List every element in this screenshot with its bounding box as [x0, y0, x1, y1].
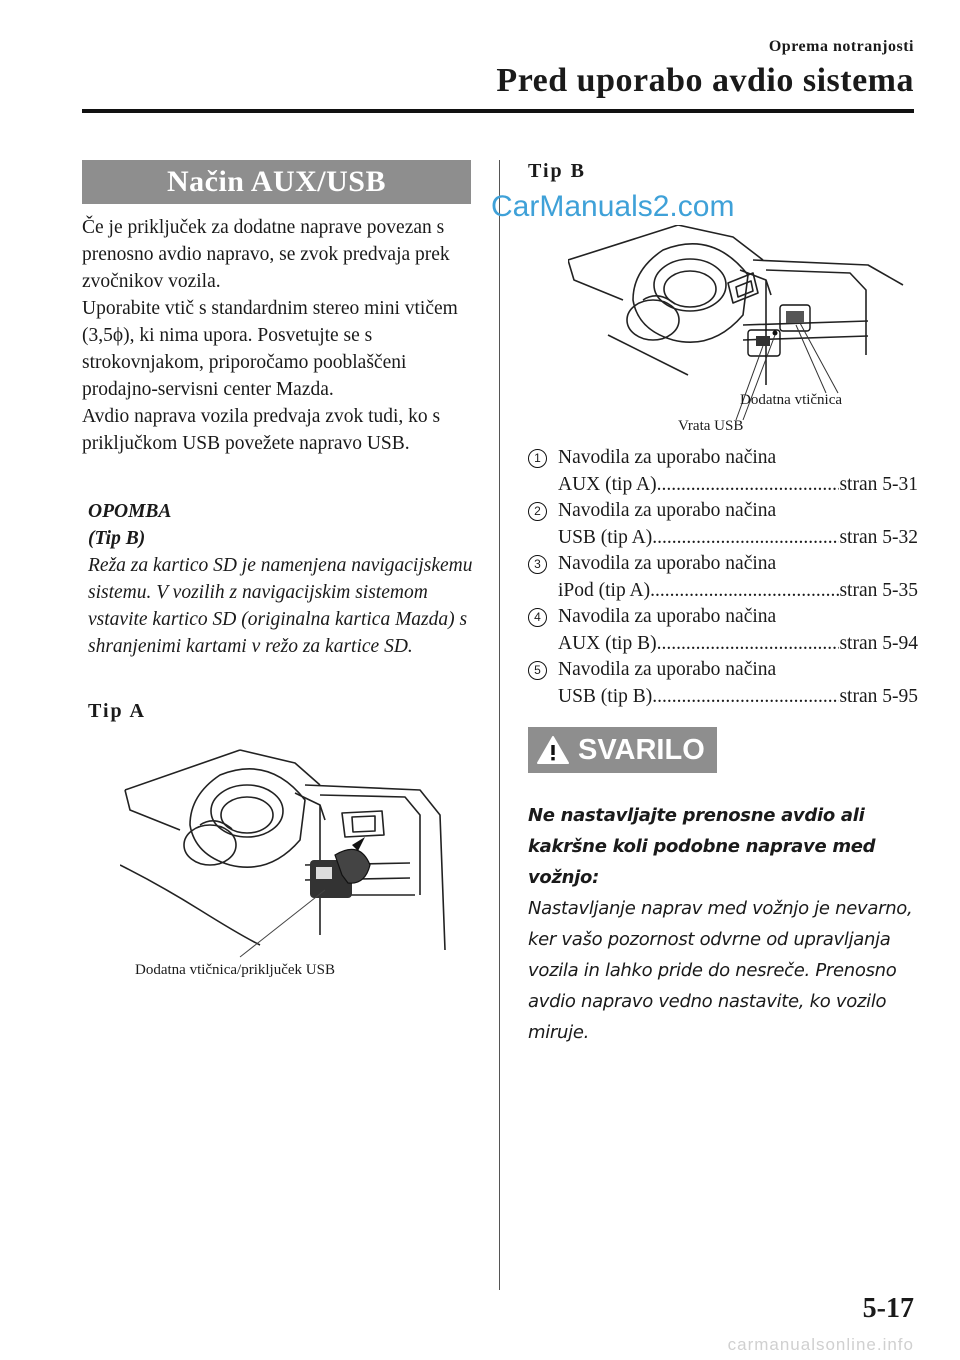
toc-item[interactable] — [528, 551, 918, 604]
site-watermark: carmanualsonline.info — [727, 1335, 914, 1354]
warning-text: Nastavljanje naprav med vožnjo je nevarno, ker vašo pozornost odvrne od upravljanja vozila in lahko pride do nesreče. Prenosno avdio napravo vedno nastavite, ko vozilo miruje. — [528, 898, 913, 1043]
body-paragraph-2: Uporabite vtič s standardnim stereo mini vtičem (3,5ϕ), ki nima upora. Posvetujte se s strokovnjakom, priporočamo pooblaščeni prodajno-servisni center Mazda. — [82, 298, 458, 400]
toc-item-page: stran 5-32 — [839, 526, 918, 548]
toc-number-icon: 4 — [528, 608, 547, 627]
tip-b-label: Tip B — [528, 160, 586, 182]
toc-item-line1: Navodila za uporabo načina — [558, 447, 777, 468]
toc-item-page: stran 5-95 — [839, 685, 918, 707]
toc-list — [528, 445, 918, 710]
toc-item[interactable] — [528, 604, 918, 657]
warning-label: SVARILO — [578, 733, 705, 766]
column-divider — [499, 160, 500, 1290]
tip-a-label: Tip A — [88, 700, 146, 722]
toc-item-line2: AUX (tip B) — [558, 632, 657, 654]
note-title: OPOMBA — [88, 501, 172, 522]
body-paragraph-3: Avdio naprava vozila predvaja zvok tudi, ko s priključkom USB povežete napravo USB. — [82, 406, 441, 454]
toc-item-line2: AUX (tip A) — [558, 473, 657, 495]
toc-item-line2: USB (tip B) — [558, 685, 653, 707]
tip-b-caption-usb: Vrata USB — [678, 418, 744, 434]
body-text — [82, 214, 477, 457]
toc-number-icon: 5 — [528, 661, 547, 680]
watermark-text: CarManuals2.com — [491, 190, 735, 223]
toc-item-line1: Navodila za uporabo načina — [558, 500, 777, 521]
toc-item-page: stran 5-31 — [839, 473, 918, 495]
note-text: Reža za kartico SD je namenjena navigacijskemu sistemu. V vozilih z navigacijskim sistemom vstavite kartico SD (originalna kartica Mazda) s shranjenimi kartami v režo za kartice SD. — [88, 555, 473, 657]
toc-item-page: stran 5-35 — [839, 579, 918, 601]
toc-item-line1: Navodila za uporabo načina — [558, 659, 777, 680]
note-block — [88, 498, 478, 660]
toc-item[interactable] — [528, 657, 918, 710]
tip-a-caption: Dodatna vtičnica/priključek USB — [135, 962, 335, 978]
header-section-name: Oprema notranjosti — [768, 38, 914, 55]
warning-heading: Ne nastavljajte prenosne avdio ali kakršne koli podobne naprave med vožnjo: — [528, 805, 876, 888]
warning-triangle-icon — [536, 735, 570, 765]
tip-b-illustration — [568, 225, 908, 430]
tip-a-illustration — [120, 745, 450, 960]
page-number: 5-17 — [862, 1293, 914, 1324]
toc-number-icon: 3 — [528, 555, 547, 574]
toc-number-icon: 2 — [528, 502, 547, 521]
toc-item-line2: USB (tip A) — [558, 526, 653, 548]
toc-item-line2: iPod (tip A) — [558, 579, 651, 601]
toc-item-line1: Navodila za uporabo načina — [558, 553, 777, 574]
note-subtitle: (Tip B) — [88, 528, 146, 549]
toc-item-line1: Navodila za uporabo načina — [558, 606, 777, 627]
toc-item[interactable] — [528, 498, 918, 551]
toc-item-page: stran 5-94 — [839, 632, 918, 654]
section-title: Način AUX/USB — [82, 160, 471, 204]
body-paragraph-1: Če je priključek za dodatne naprave povezan s prenosno avdio napravo, se zvok predvaja prek zvočnikov vozila. — [82, 217, 450, 292]
header-title: Pred uporabo avdio sistema — [496, 62, 914, 99]
tip-b-caption-aux: Dodatna vtičnica — [740, 392, 843, 408]
toc-item[interactable] — [528, 445, 918, 498]
header-rule — [82, 109, 914, 113]
toc-number-icon: 1 — [528, 449, 547, 468]
warning-body — [528, 800, 920, 1048]
warning-badge — [528, 727, 717, 773]
